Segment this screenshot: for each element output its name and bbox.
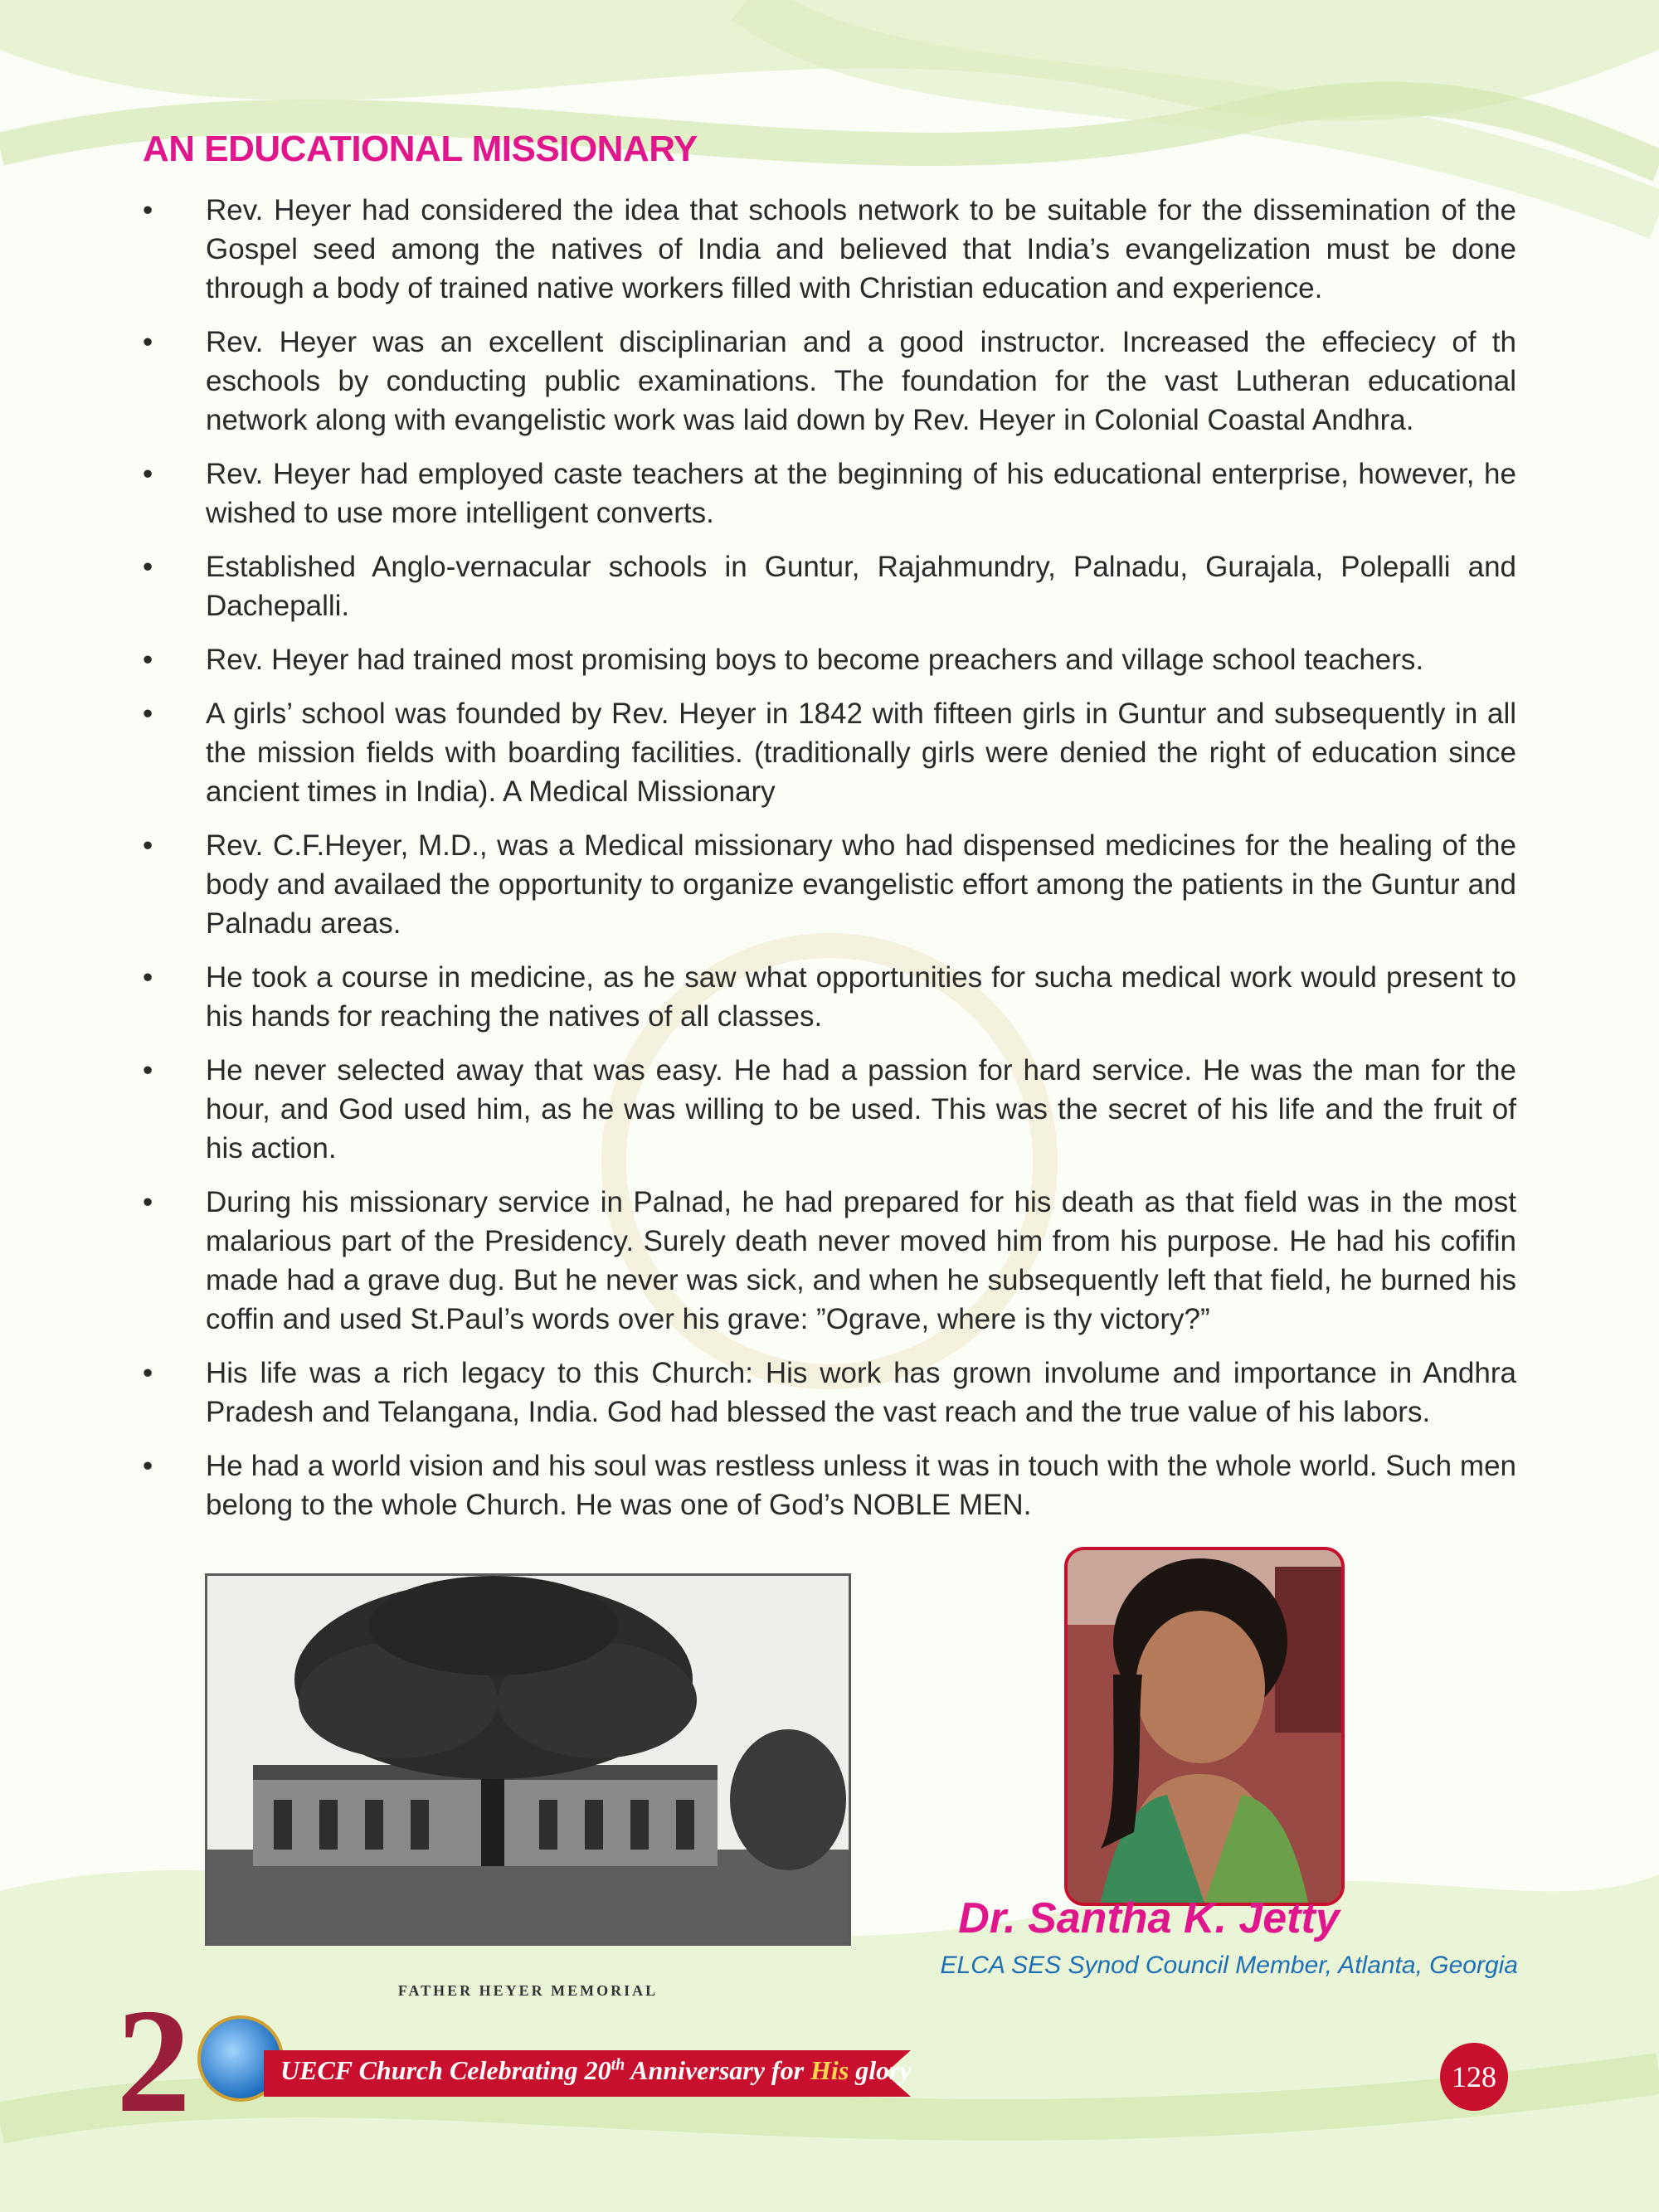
list-item — [143, 958, 1516, 1036]
bullet-marker: • — [143, 551, 153, 583]
list-item-text: He had a world vision and his soul was restless unless it was in touch with the whole world. Such men belong to the whole Church. He was one of God’s NOBLE MEN. — [206, 1450, 1516, 1521]
author-name: Dr. Santha K. Jetty — [958, 1894, 1340, 1942]
list-item — [143, 1446, 1516, 1524]
list-item-text: Rev. C.F.Heyer, M.D., was a Medical missionary who had dispensed medicines for the healing of the body and availaed the opportunity to organize evangelistic effort among the patients in the Guntur and Palnadu areas. — [206, 829, 1516, 940]
bullet-marker: • — [143, 829, 153, 862]
bullet-marker: • — [143, 1186, 153, 1218]
page-number: 128 — [1440, 2043, 1508, 2111]
list-item — [143, 1183, 1516, 1339]
bullet-marker: • — [143, 1054, 153, 1087]
memorial-photo — [205, 1573, 851, 1946]
list-item — [143, 1051, 1516, 1168]
list-item — [143, 191, 1516, 308]
author-portrait-illustration — [1068, 1550, 1341, 1903]
list-item-text: Rev. Heyer had trained most promising boys to become preachers and village school teachers. — [206, 644, 1424, 676]
list-item-text: Rev. Heyer had employed caste teachers at the beginning of his educational enterprise, however, he wished to use more intelligent converts. — [206, 458, 1516, 529]
bullet-marker: • — [143, 698, 153, 730]
bullet-marker: • — [143, 644, 153, 676]
bullet-marker: • — [143, 194, 153, 226]
list-item — [143, 694, 1516, 811]
anniversary-logo-number: 2 — [116, 1978, 191, 2143]
anniversary-banner-text: UECF Church Celebrating 20th Anniversary for His glory — [280, 2055, 912, 2085]
list-item-text: He never selected away that was easy. He had a passion for hard service. He was the man for the hour, and God used him, as he was willing to be used. This was the secret of his life and the fruit of his action. — [206, 1054, 1516, 1164]
list-item — [143, 640, 1516, 679]
list-item-text: He took a course in medicine, as he saw what opportunities for sucha medical work would present to his hands for reaching the natives of all classes. — [206, 961, 1516, 1033]
list-item-text: During his missionary service in Palnad, he had prepared for his death as that field was in the most malarious part of the Presidency. Surely death never moved him from his purpose. He had his cofifin made had a grave dug. But he never was sick, and when he subsequently left that field, he burned his coffin and used St.Paul’s words over his grave: ”Ograve, where is thy victory?” — [206, 1186, 1516, 1335]
list-item — [143, 1354, 1516, 1432]
list-item-text: Rev. Heyer had considered the idea that schools network to be suitable for the dissemination of the Gospel seed among the natives of India and believed that India’s evangelization must be done through a body of trained native workers filled with Christian education and experience. — [206, 194, 1516, 304]
list-item — [143, 455, 1516, 532]
bullet-list — [143, 191, 1516, 1539]
list-item-text: A girls’ school was founded by Rev. Heyer in 1842 with fifteen girls in Guntur and subsequently in all the mission fields with boarding facilities. (traditionally girls were denied the right of education since ancient times in India). A Medical Missionary — [206, 698, 1516, 808]
photo-caption: FATHER HEYER MEMORIAL — [397, 1982, 659, 1999]
list-item — [143, 547, 1516, 625]
bullet-marker: • — [143, 1450, 153, 1482]
bullet-marker: • — [143, 1357, 153, 1389]
list-item — [143, 826, 1516, 943]
list-item — [143, 323, 1516, 440]
author-role: ELCA SES Synod Council Member, Atlanta, Georgia — [940, 1952, 1518, 1979]
bullet-marker: • — [143, 961, 153, 994]
list-item-text: Established Anglo-vernacular schools in Guntur, Rajahmundry, Palnadu, Gurajala, Polepalli and Dachepalli. — [206, 551, 1516, 622]
list-item-text: His life was a rich legacy to this Church: His work has grown involume and importance in Andhra Pradesh and Telangana, India. God had blessed the vast reach and the true value of his labors. — [206, 1357, 1516, 1428]
author-portrait — [1064, 1547, 1345, 1906]
page-title: AN EDUCATIONAL MISSIONARY — [143, 129, 698, 169]
memorial-tree-illustration — [207, 1576, 849, 1943]
bullet-marker: • — [143, 458, 153, 490]
list-item-text: Rev. Heyer was an excellent disciplinarian and a good instructor. Increased the effeciecy of th eschools by conducting public examinations. The foundation for the vast Lutheran educational network along with evangelistic work was laid down by Rev. Heyer in Colonial Coastal Andhra. — [206, 326, 1516, 436]
bullet-marker: • — [143, 326, 153, 358]
